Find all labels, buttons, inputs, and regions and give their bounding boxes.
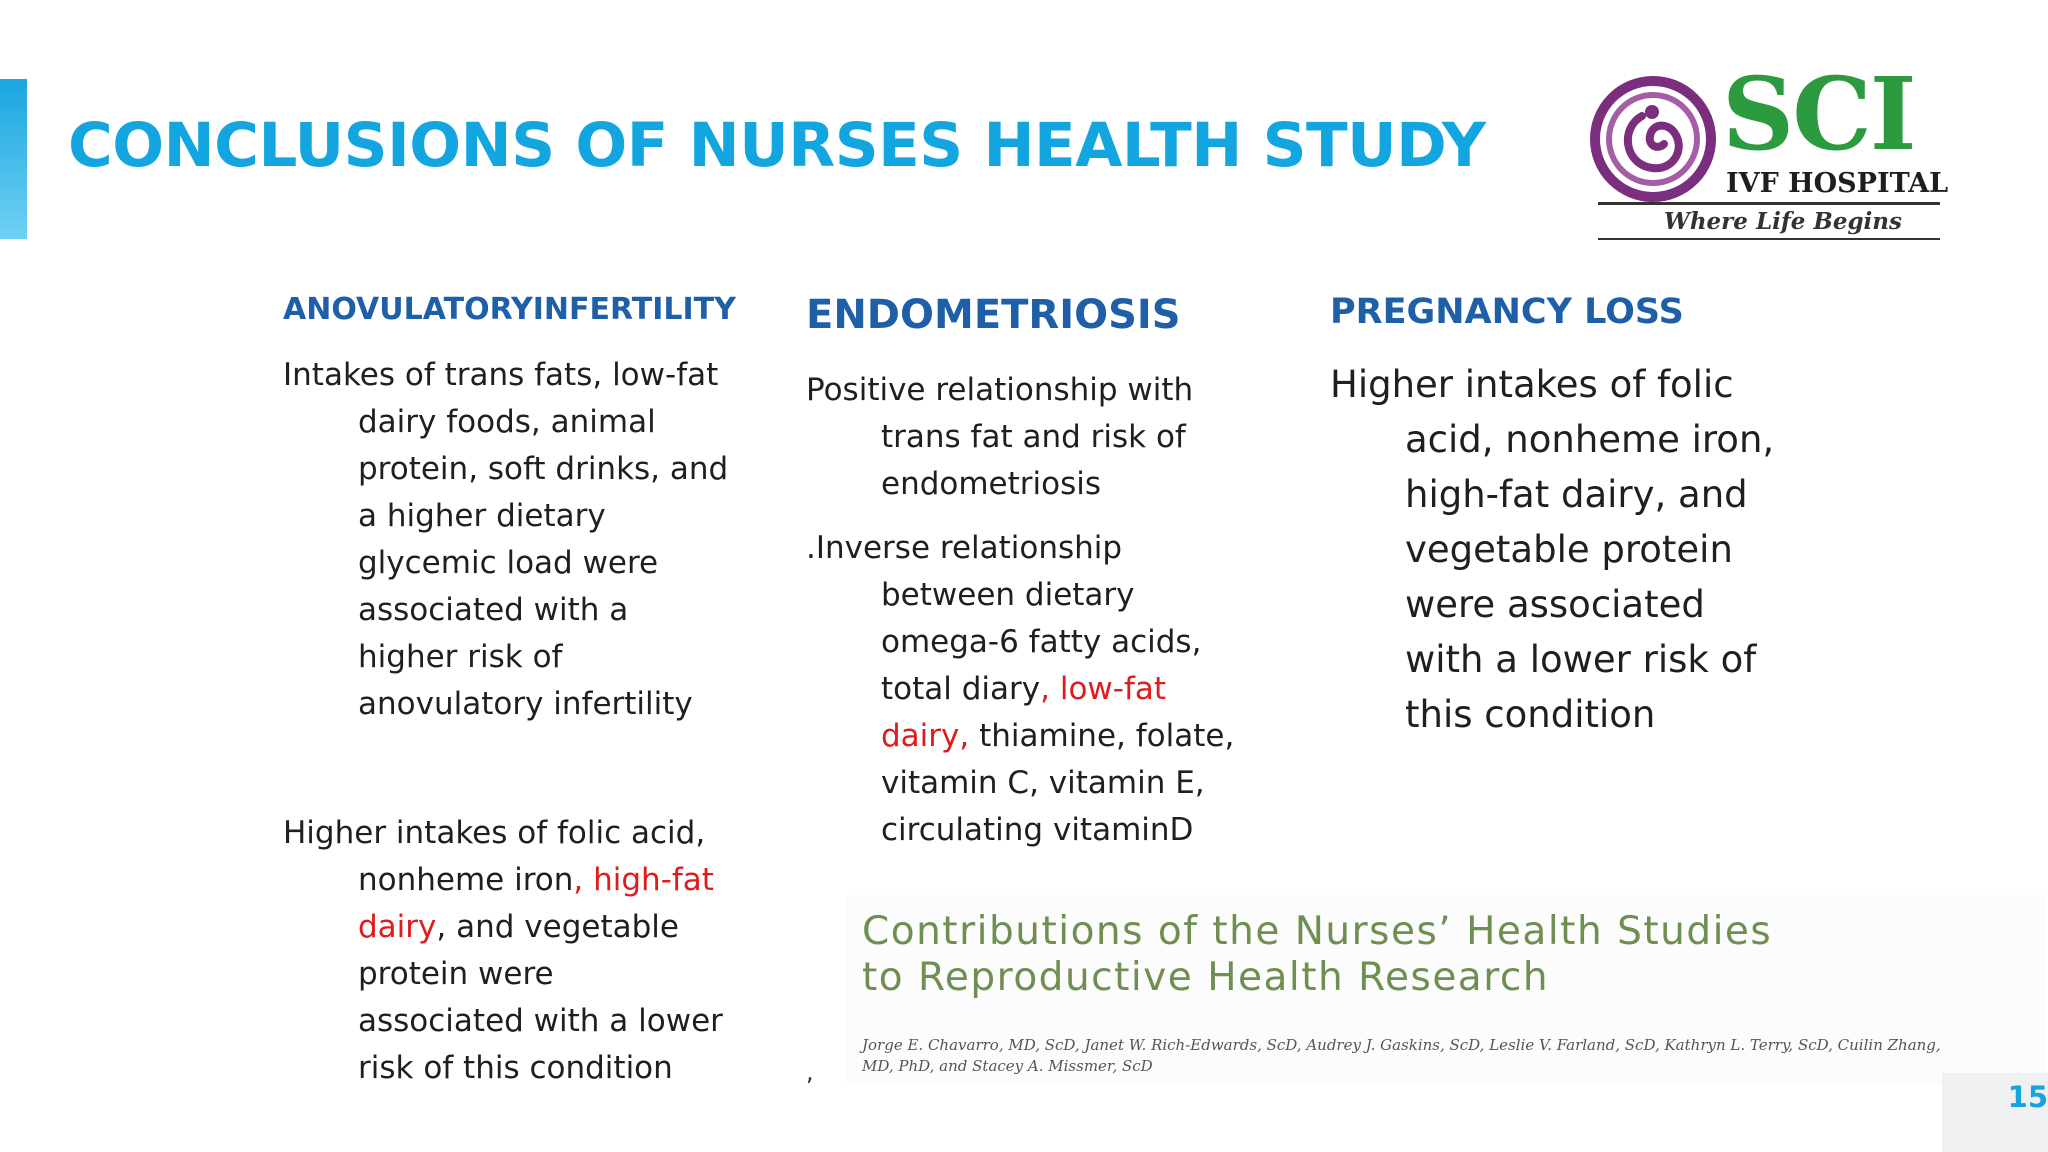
text-line: vitamin C, vitamin E, [881, 765, 1205, 801]
text-segment: thiamine, folate, [969, 718, 1235, 754]
text-line [806, 666, 1234, 713]
text-line: this condition [1405, 693, 1656, 736]
text-line: associated with a lower [358, 1003, 723, 1039]
citation-title-line: Contributions of the Nurses’ Health Studies [862, 909, 1773, 954]
citation-author-line: Jorge E. Chavarro, MD, ScD, Janet W. Rich-Edwards, ScD, Audrey J. Gaskins, ScD, Leslie V. Farland, ScD, Kathryn L. Terry, ScD, Cuilin Zhang, [862, 1036, 1941, 1054]
highlighted-term: , low-fat [1040, 671, 1167, 707]
column-heading-pregnancy-loss: PREGNANCY LOSS [1330, 292, 1684, 332]
slide-title: CONCLUSIONS OF NURSES HEALTH STUDY [68, 110, 1486, 181]
logo-subtitle: IVF HOSPITAL [1726, 168, 1949, 199]
text-segment: nonheme iron [358, 862, 574, 898]
text-line [806, 713, 1234, 760]
text-line: with a lower risk of [1405, 638, 1757, 681]
text-line: higher risk of [358, 639, 563, 675]
text-segment: , and vegetable [436, 909, 679, 945]
stray-comma: , [806, 1058, 814, 1086]
anovulatory-paragraph-risk [283, 352, 728, 728]
text-line: circulating vitaminD [881, 812, 1194, 848]
text-line [283, 904, 723, 951]
text-line: Higher intakes of folic [1330, 363, 1734, 406]
text-line: dairy foods, animal [358, 404, 656, 440]
column-heading-endometriosis: ENDOMETRIOSIS [806, 292, 1181, 338]
highlighted-term: dairy, [881, 718, 970, 754]
pregnancy-loss-paragraph [1330, 357, 1774, 742]
endometriosis-paragraph-inverse [806, 525, 1234, 854]
logo-brand: SCI [1722, 55, 1915, 173]
highlighted-term: , high-fat [573, 862, 714, 898]
title-accent-bar [0, 79, 27, 239]
text-line: omega-6 fatty acids, [881, 624, 1202, 660]
page-number: 15 [2007, 1080, 2048, 1114]
sci-ivf-logo [1584, 55, 1949, 248]
text-line: vegetable protein [1405, 528, 1733, 571]
anovulatory-paragraph-protective [283, 810, 723, 1092]
citation-image [846, 895, 2046, 1085]
text-line: glycemic load were [358, 545, 659, 581]
citation-title [862, 909, 1772, 1001]
logo-tagline: Where Life Begins [1664, 208, 1902, 235]
text-line: endometriosis [881, 466, 1102, 502]
citation-author-line: MD, PhD, and Stacey A. Missmer, ScD [862, 1057, 1153, 1075]
citation-authors [862, 1035, 1941, 1077]
text-line: trans fat and risk of [881, 419, 1186, 455]
text-line: acid, nonheme iron, [1405, 418, 1775, 461]
text-line: a higher dietary [358, 498, 606, 534]
highlighted-term: dairy [358, 909, 437, 945]
endometriosis-paragraph-positive [806, 367, 1193, 508]
text-segment: total diary [881, 671, 1041, 707]
text-line: Intakes of trans fats, low-fat [283, 357, 719, 393]
text-line: anovulatory infertility [358, 686, 693, 722]
text-line [283, 857, 723, 904]
mother-child-emblem-icon [1590, 76, 1716, 202]
text-line: associated with a [358, 592, 629, 628]
text-line: protein were [358, 956, 554, 992]
logo-underline [1598, 238, 1940, 240]
text-line: protein, soft drinks, and [358, 451, 729, 487]
text-line: .Inverse relationship [806, 530, 1123, 566]
text-line: risk of this condition [358, 1050, 673, 1086]
text-line: Higher intakes of folic acid, [283, 815, 706, 851]
text-line: high-fat dairy, and [1405, 473, 1748, 516]
logo-divider [1598, 202, 1940, 205]
text-line: between dietary [881, 577, 1135, 613]
text-line: were associated [1405, 583, 1705, 626]
citation-title-line: to Reproductive Health Research [862, 955, 1550, 1000]
text-line: Positive relationship with [806, 372, 1194, 408]
column-heading-anovulatory: ANOVULATORYINFERTILITY [283, 292, 736, 327]
